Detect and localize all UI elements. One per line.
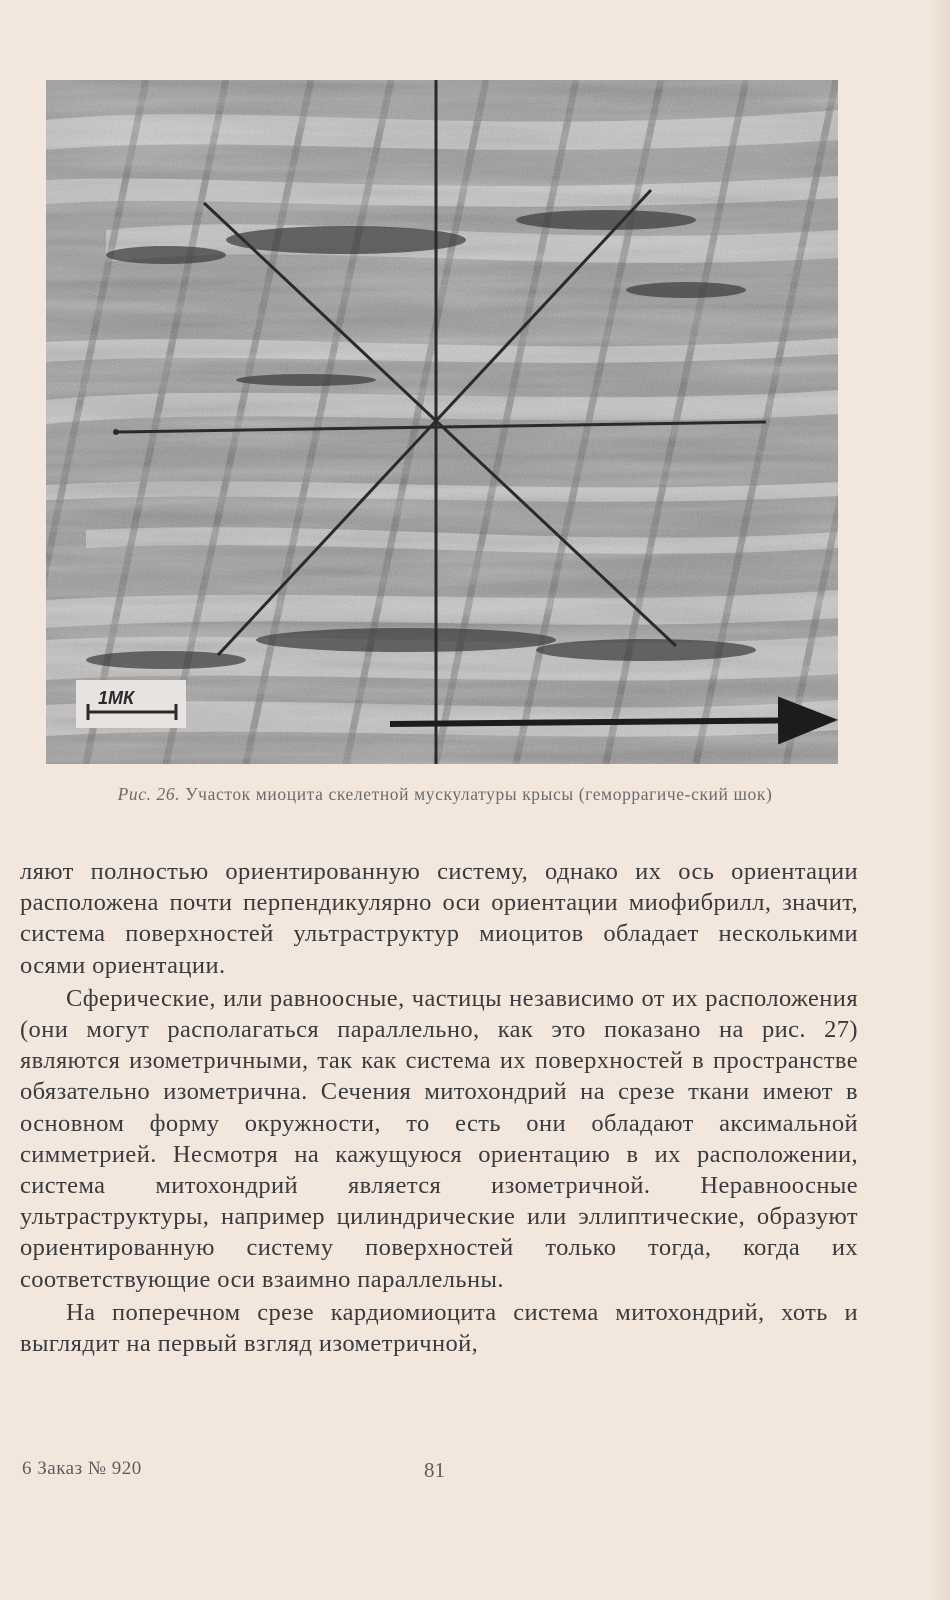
paragraph-cross-section: На поперечном срезе кардиомиоцита система митохондрий, хоть и выглядит на первый взгляд изометричной, <box>20 1298 858 1358</box>
caption-text: Участок миоцита скелетной мускулатуры крысы (геморрагиче-ский шок) <box>185 784 773 804</box>
body-text <box>20 856 858 1359</box>
micrograph-figure <box>46 80 838 764</box>
scale-bar <box>76 680 186 728</box>
page-edge-shadow <box>928 0 950 1600</box>
print-order-mark: 6 Заказ № 920 <box>22 1458 142 1479</box>
micrograph-image <box>46 80 838 764</box>
page-number: 81 <box>424 1458 445 1482</box>
paragraph-continuation: ляют полностью ориентированную систему, однако их ось ориентации расположена почти перпендикулярно оси ориентации миофибрилл, значит, система поверхностей ультраструктур миоцитов обладает несколькими осями ориентации. <box>20 858 858 979</box>
figure-caption <box>60 782 830 806</box>
caption-label: Рис. 26. <box>117 784 181 804</box>
scale-bar-label: 1МК <box>98 688 135 708</box>
paragraph-spherical-particles: Сферические, или равноосные, частицы независимо от их расположения (они могут располагаться параллельно, как это показано на рис. 27) являются изометричными, так как система их поверхностей в пространстве обязательно изометрична. Сечения митохондрий на срезе ткани имеют в основном форму окружности, то есть они обладают аксимальной симметрией. Несмотря на кажущуюся ориентацию в их расположении, система митохондрий является изометричной. Неравноосные ультраструктуры, например цилиндрические или эллиптические, образуют ориентированную систему поверхностей только тогда, когда их соответствующие оси взаимно параллельны. <box>20 984 858 1293</box>
